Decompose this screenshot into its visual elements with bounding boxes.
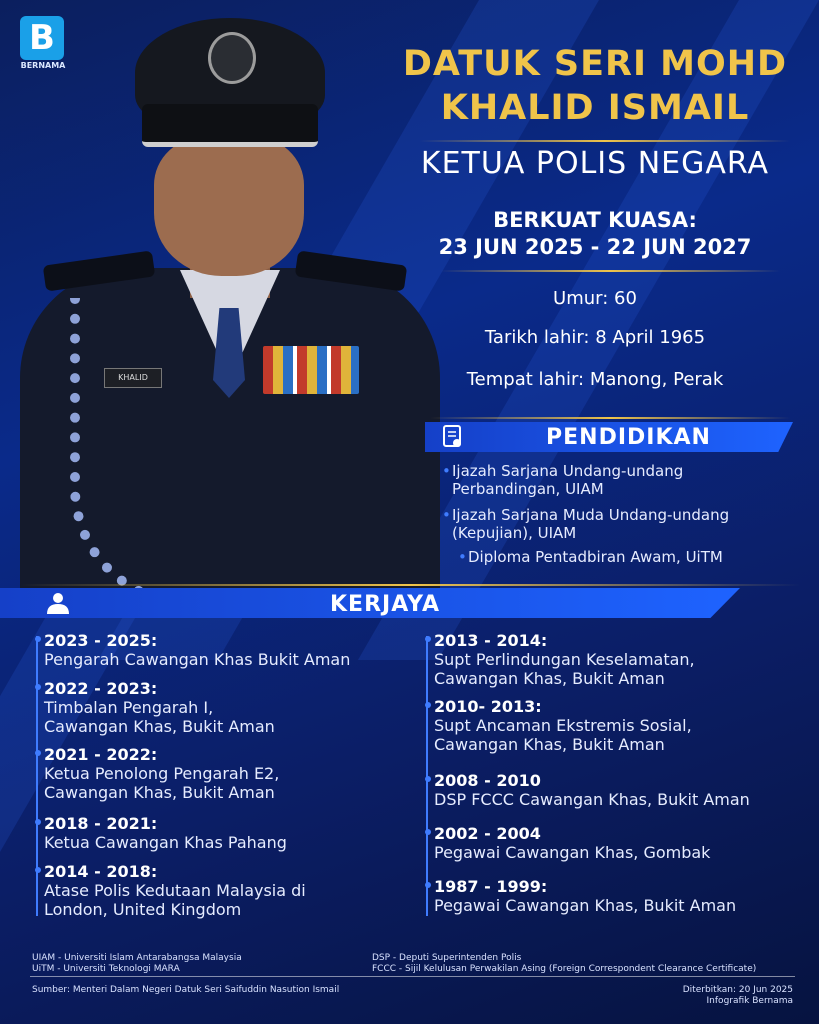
career-entry (434, 877, 736, 915)
certificate-icon (442, 424, 464, 450)
education-item-line: Ijazah Sarjana Undang-undang (452, 462, 684, 480)
timeline-node (35, 867, 41, 873)
timeline-node (35, 636, 41, 642)
career-entry (434, 824, 710, 862)
career-entry (434, 697, 692, 754)
published-date: Diterbitkan: 20 Jun 2025 (682, 985, 793, 995)
profile-pob: Tempat lahir: Manong, Perak (466, 369, 724, 390)
term-dates: 23 JUN 2025 - 22 JUN 2027 (438, 235, 752, 259)
career-years: 2002 - 2004 (434, 824, 541, 843)
page-title (380, 42, 810, 130)
bernama-logo: B (20, 16, 64, 60)
career-role: London, United Kingdom (44, 900, 242, 919)
title-line-1: DATUK SERI MOHD (402, 44, 788, 84)
career-years: 1987 - 1999: (434, 877, 548, 896)
timeline-node (425, 829, 431, 835)
nametag: KHALID (104, 368, 162, 388)
term-label: BERKUAT KUASA: (493, 208, 697, 232)
timeline-node (35, 684, 41, 690)
career-entry (44, 745, 279, 802)
education-item-line: Perbandingan, UIAM (452, 480, 604, 498)
source-credit: Sumber: Menteri Dalam Negeri Datuk Seri Saifuddin Nasution Ismail (32, 985, 340, 995)
gold-divider (20, 584, 800, 586)
career-role: Timbalan Pengarah I, (44, 698, 214, 717)
career-role: Cawangan Khas, Bukit Aman (434, 669, 665, 688)
career-years: 2021 - 2022: (44, 745, 158, 764)
education-item-line: Diploma Pentadbiran Awam, UiTM (468, 548, 723, 566)
career-years: 2010- 2013: (434, 697, 542, 716)
medal-ribbons (263, 346, 359, 394)
career-entry (44, 631, 350, 669)
timeline-node (425, 776, 431, 782)
timeline-node (35, 819, 41, 825)
gold-divider (440, 270, 780, 272)
timeline-left (36, 636, 38, 916)
infographic-credit: Infografik Bernama (706, 996, 793, 1006)
footer-divider (30, 976, 795, 977)
career-years: 2008 - 2010 (434, 771, 541, 790)
career-role: Ketua Cawangan Khas Pahang (44, 833, 287, 852)
career-role: DSP FCCC Cawangan Khas, Bukit Aman (434, 790, 750, 809)
career-role: Ketua Penolong Pengarah E2, (44, 764, 280, 783)
career-entry (434, 631, 695, 688)
career-role: Pegawai Cawangan Khas, Gombak (434, 843, 711, 862)
career-entry (434, 771, 750, 809)
career-years: 2022 - 2023: (44, 679, 158, 698)
title-line-2: KHALID ISMAIL (440, 88, 750, 128)
cap-badge-icon (208, 32, 256, 84)
footnote-uiam: UIAM - Universiti Islam Antarabangsa Malaysia (32, 953, 242, 963)
career-entry (44, 679, 275, 736)
footnote-uitm: UiTM - Universiti Teknologi MARA (32, 964, 180, 974)
education-title: PENDIDIKAN (546, 425, 711, 450)
education-item-line: Ijazah Sarjana Muda Undang-undang (452, 506, 730, 524)
timeline-node (425, 882, 431, 888)
person-icon (44, 591, 72, 615)
bullet-icon: • (442, 506, 451, 524)
career-years: 2014 - 2018: (44, 862, 158, 881)
officer-portrait (20, 18, 440, 588)
footnote-fccc: FCCC - Sijil Kelulusan Perwakilan Asing (Foreign Correspondent Clearance Certificate) (372, 964, 757, 974)
profile-dob: Tarikh lahir: 8 April 1965 (484, 327, 706, 348)
career-role: Cawangan Khas, Bukit Aman (434, 735, 665, 754)
face (154, 136, 304, 276)
page-subtitle: KETUA POLIS NEGARA (420, 146, 770, 181)
education-item (442, 506, 802, 542)
cap-band (142, 104, 318, 147)
career-years: 2013 - 2014: (434, 631, 548, 650)
career-role: Cawangan Khas, Bukit Aman (44, 717, 275, 736)
timeline-node (425, 636, 431, 642)
bullet-icon: • (442, 462, 451, 480)
career-years: 2018 - 2021: (44, 814, 158, 833)
career-entry (44, 814, 287, 852)
gold-divider (430, 417, 790, 419)
bernama-logo-text: BERNAMA (20, 61, 66, 70)
career-role: Supt Ancaman Ekstremis Sosial, (434, 716, 692, 735)
footnote-dsp: DSP - Deputi Superintenden Polis (372, 953, 522, 963)
career-role: Pegawai Cawangan Khas, Bukit Aman (434, 896, 737, 915)
career-role: Pengarah Cawangan Khas Bukit Aman (44, 650, 351, 669)
timeline-node (35, 750, 41, 756)
bullet-icon: • (458, 548, 467, 566)
career-role: Atase Polis Kedutaan Malaysia di (44, 881, 306, 900)
career-role: Supt Perlindungan Keselamatan, (434, 650, 695, 669)
career-entry (44, 862, 306, 919)
education-item-line: (Kepujian), UIAM (452, 524, 577, 542)
career-title: KERJAYA (330, 592, 440, 617)
timeline-node (425, 702, 431, 708)
gold-divider (420, 140, 790, 142)
career-years: 2023 - 2025: (44, 631, 158, 650)
education-item (442, 462, 802, 498)
career-role: Cawangan Khas, Bukit Aman (44, 783, 275, 802)
education-item (458, 548, 818, 566)
profile-age: Umur: 60 (553, 288, 637, 309)
